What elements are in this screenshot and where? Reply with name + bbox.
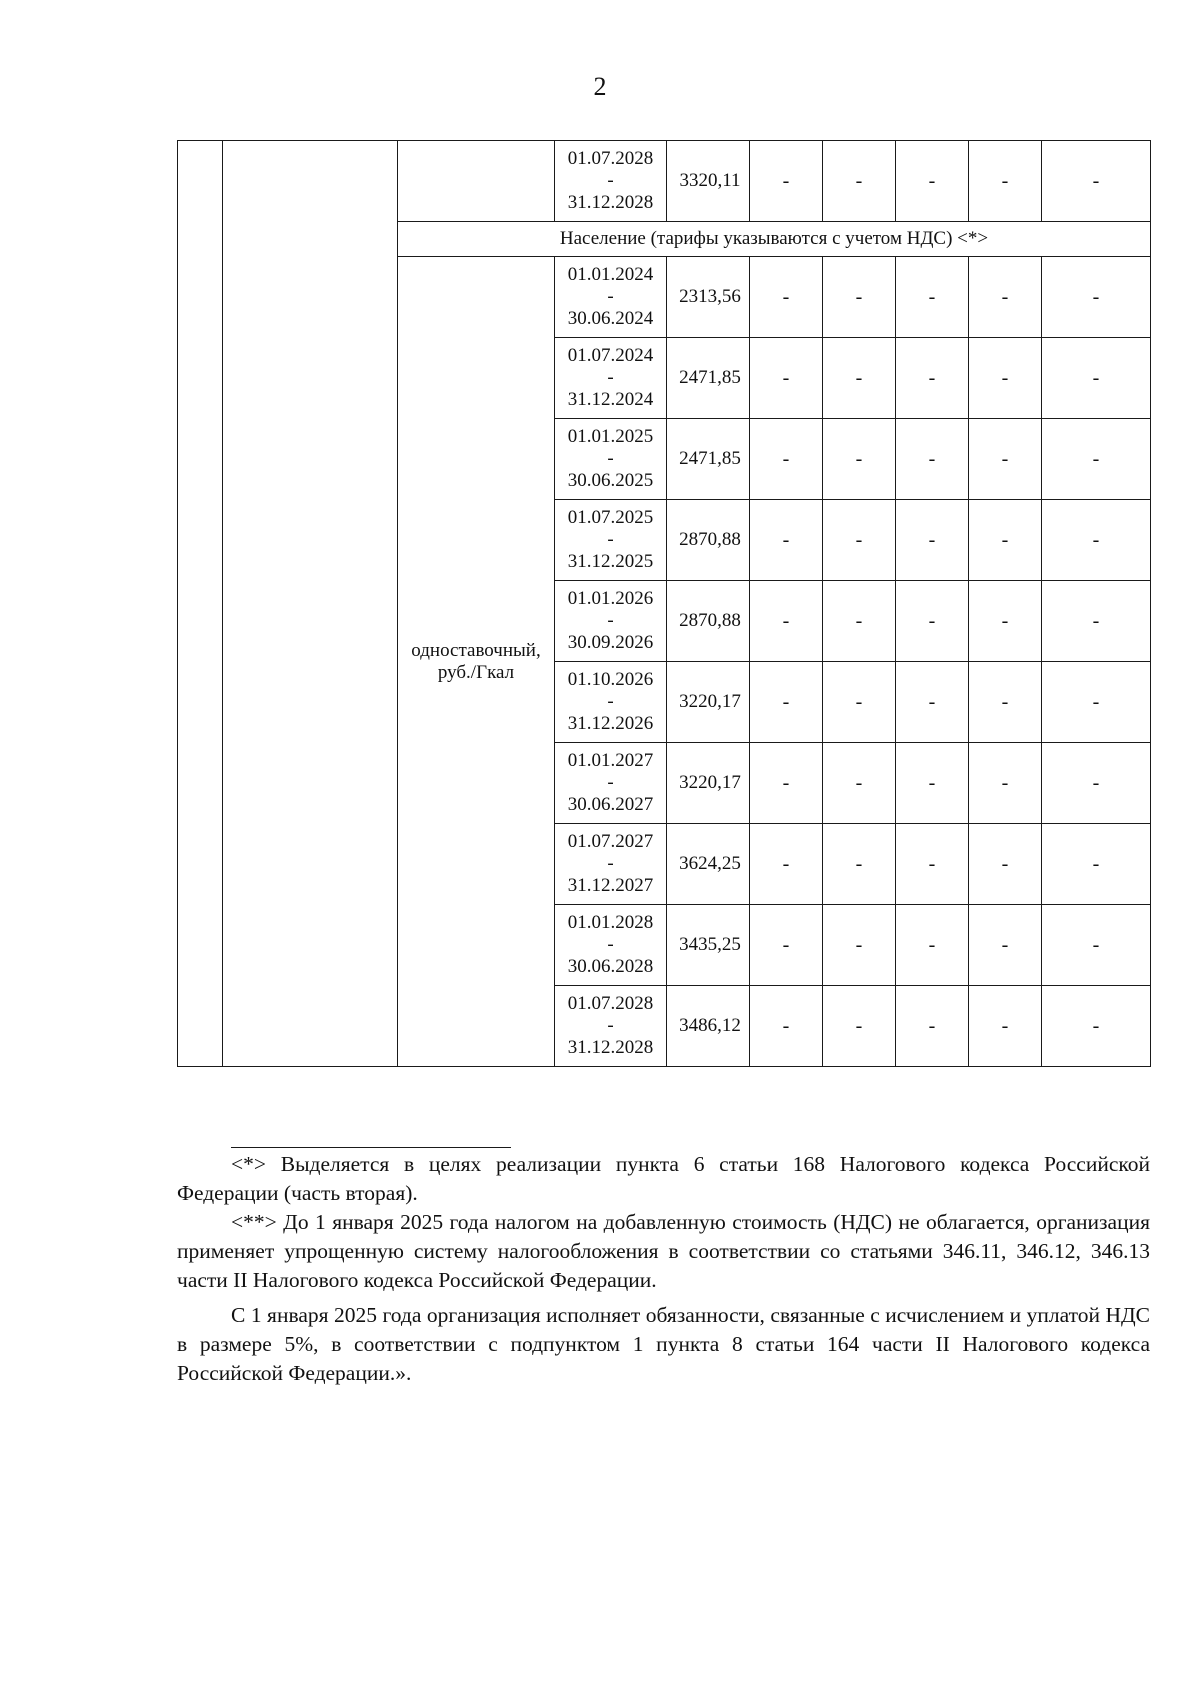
price-value: 2313,56 xyxy=(679,286,741,307)
dash-cell: - xyxy=(969,662,1042,743)
dash-cell: - xyxy=(1042,500,1151,581)
period-end: 31.12.2028 xyxy=(567,192,654,213)
dash-cell: - xyxy=(1042,662,1151,743)
period-cell xyxy=(555,257,667,338)
dash-cell: - xyxy=(969,743,1042,824)
table-body xyxy=(178,141,1151,1067)
period-start: 01.07.2027 xyxy=(567,831,654,852)
period-dash: - xyxy=(607,529,614,550)
period-cell xyxy=(555,581,667,662)
period-end: 30.06.2028 xyxy=(567,956,654,977)
period-cell xyxy=(555,141,667,222)
dash-cell: - xyxy=(969,581,1042,662)
price-cell xyxy=(667,905,750,986)
dash-cell: - xyxy=(969,257,1042,338)
dash-cell: - xyxy=(823,500,896,581)
price-cell xyxy=(667,581,750,662)
period-start: 01.07.2024 xyxy=(567,345,654,366)
dash-cell: - xyxy=(896,824,969,905)
price-cell xyxy=(667,338,750,419)
period-start: 01.07.2028 xyxy=(567,993,654,1014)
period-end: 31.12.2027 xyxy=(567,875,654,896)
dash-cell: - xyxy=(896,500,969,581)
dash-cell: - xyxy=(969,500,1042,581)
footnotes xyxy=(177,1150,1150,1388)
footnote-divider xyxy=(231,1147,511,1148)
period-dash: - xyxy=(607,610,614,631)
dash-cell: - xyxy=(896,743,969,824)
dash-cell: - xyxy=(750,257,823,338)
period-cell xyxy=(555,500,667,581)
period-start: 01.01.2025 xyxy=(567,426,654,447)
price-cell xyxy=(667,743,750,824)
dash-cell: - xyxy=(750,743,823,824)
period-end: 30.06.2027 xyxy=(567,794,654,815)
dash-cell: - xyxy=(969,419,1042,500)
dash-cell: - xyxy=(1042,141,1151,222)
dash-cell: - xyxy=(969,141,1042,222)
period-dash: - xyxy=(607,853,614,874)
price-value: 3435,25 xyxy=(679,934,741,955)
period-cell xyxy=(555,824,667,905)
dash-cell: - xyxy=(750,662,823,743)
blank-cell-col3 xyxy=(398,141,555,222)
dash-cell: - xyxy=(896,662,969,743)
dash-cell: - xyxy=(750,419,823,500)
period-start: 01.07.2025 xyxy=(567,507,654,528)
price-value: 3320,11 xyxy=(679,170,741,191)
dash-cell: - xyxy=(750,500,823,581)
price-value: 2870,88 xyxy=(679,529,741,550)
dash-cell: - xyxy=(1042,905,1151,986)
period-cell xyxy=(555,743,667,824)
footnote-simplified-tax: <**> До 1 января 2025 года налогом на добавленную стоимость (НДС) не облагается, организация применяет упрощенную систему налогообложения в соответствии со статьями 346.11, 346.12, 346.13 части II Налогового кодекса Российской Федерации. xyxy=(177,1210,1150,1292)
price-cell xyxy=(667,257,750,338)
rate-label-line2: руб./Гкал xyxy=(437,661,515,683)
dash-cell: - xyxy=(896,986,969,1067)
period-dash: - xyxy=(607,934,614,955)
dash-cell: - xyxy=(1042,743,1151,824)
period-end: 31.12.2026 xyxy=(567,713,654,734)
price-value: 3624,25 xyxy=(679,853,741,874)
dash-cell: - xyxy=(750,581,823,662)
dash-cell: - xyxy=(1042,824,1151,905)
rate-label-line1: одноставочный, xyxy=(411,639,541,661)
period-end: 31.12.2025 xyxy=(567,551,654,572)
period-cell xyxy=(555,419,667,500)
dash-cell: - xyxy=(823,257,896,338)
period-dash: - xyxy=(607,448,614,469)
period-end: 31.12.2024 xyxy=(567,389,654,410)
price-value: 3220,17 xyxy=(679,772,741,793)
dash-cell: - xyxy=(969,905,1042,986)
dash-cell: - xyxy=(969,824,1042,905)
period-end: 30.06.2024 xyxy=(567,308,654,329)
dash-cell: - xyxy=(1042,581,1151,662)
price-value: 2471,85 xyxy=(679,448,741,469)
dash-cell: - xyxy=(823,338,896,419)
dash-cell: - xyxy=(1042,257,1151,338)
dash-cell: - xyxy=(750,338,823,419)
dash-cell: - xyxy=(750,905,823,986)
dash-cell: - xyxy=(823,419,896,500)
page-number: 2 xyxy=(593,72,607,101)
period-start: 01.01.2028 xyxy=(567,912,654,933)
price-cell xyxy=(667,824,750,905)
period-start: 01.01.2027 xyxy=(567,750,654,771)
price-cell xyxy=(667,662,750,743)
period-dash: - xyxy=(607,170,614,191)
price-value: 2870,88 xyxy=(679,610,741,631)
dash-cell: - xyxy=(969,338,1042,419)
price-cell xyxy=(667,141,750,222)
table-row xyxy=(178,141,1151,222)
dash-cell: - xyxy=(1042,419,1151,500)
rate-label-cell xyxy=(398,257,555,1067)
dash-cell: - xyxy=(823,141,896,222)
dash-cell: - xyxy=(823,986,896,1067)
price-value: 3486,12 xyxy=(679,1015,741,1036)
dash-cell: - xyxy=(896,257,969,338)
price-cell xyxy=(667,986,750,1067)
period-dash: - xyxy=(607,772,614,793)
period-cell xyxy=(555,662,667,743)
period-dash: - xyxy=(607,367,614,388)
dash-cell: - xyxy=(750,141,823,222)
period-start: 01.10.2026 xyxy=(567,669,654,690)
dash-cell: - xyxy=(1042,986,1151,1067)
period-start: 01.01.2024 xyxy=(567,264,654,285)
period-end: 30.09.2026 xyxy=(567,632,654,653)
dash-cell: - xyxy=(823,743,896,824)
blank-cell-col2 xyxy=(223,141,398,1067)
dash-cell: - xyxy=(896,419,969,500)
footnote-vat: <*> Выделяется в целях реализации пункта 6 статьи 168 Налогового кодекса Российской Федерации (часть вторая). xyxy=(177,1152,1150,1205)
period-dash: - xyxy=(607,1015,614,1036)
price-value: 3220,17 xyxy=(679,691,741,712)
price-value: 2471,85 xyxy=(679,367,741,388)
period-dash: - xyxy=(607,286,614,307)
price-cell xyxy=(667,500,750,581)
tariff-table xyxy=(177,140,1151,1067)
blank-cell-col1 xyxy=(178,141,223,1067)
dash-cell: - xyxy=(1042,338,1151,419)
dash-cell: - xyxy=(823,824,896,905)
period-start: 01.01.2026 xyxy=(567,588,654,609)
period-cell xyxy=(555,338,667,419)
dash-cell: - xyxy=(823,662,896,743)
section-header: Население (тарифы указываются с учетом НДС) <*> xyxy=(398,222,1151,257)
price-cell xyxy=(667,419,750,500)
dash-cell: - xyxy=(750,824,823,905)
period-cell xyxy=(555,986,667,1067)
period-end: 31.12.2028 xyxy=(567,1037,654,1058)
period-cell xyxy=(555,905,667,986)
dash-cell: - xyxy=(896,581,969,662)
period-start: 01.07.2028 xyxy=(567,148,654,169)
dash-cell: - xyxy=(896,141,969,222)
dash-cell: - xyxy=(896,905,969,986)
dash-cell: - xyxy=(969,986,1042,1067)
period-end: 30.06.2025 xyxy=(567,470,654,491)
dash-cell: - xyxy=(823,581,896,662)
dash-cell: - xyxy=(896,338,969,419)
dash-cell: - xyxy=(823,905,896,986)
dash-cell: - xyxy=(750,986,823,1067)
period-dash: - xyxy=(607,691,614,712)
footnote-vat-2025: С 1 января 2025 года организация исполняет обязанности, связанные с исчислением и уплатой НДС в размере 5%, в соответствии с подпунктом 1 пункта 8 статьи 164 части II Налогового кодекса Российской Федерации.». xyxy=(177,1303,1150,1385)
